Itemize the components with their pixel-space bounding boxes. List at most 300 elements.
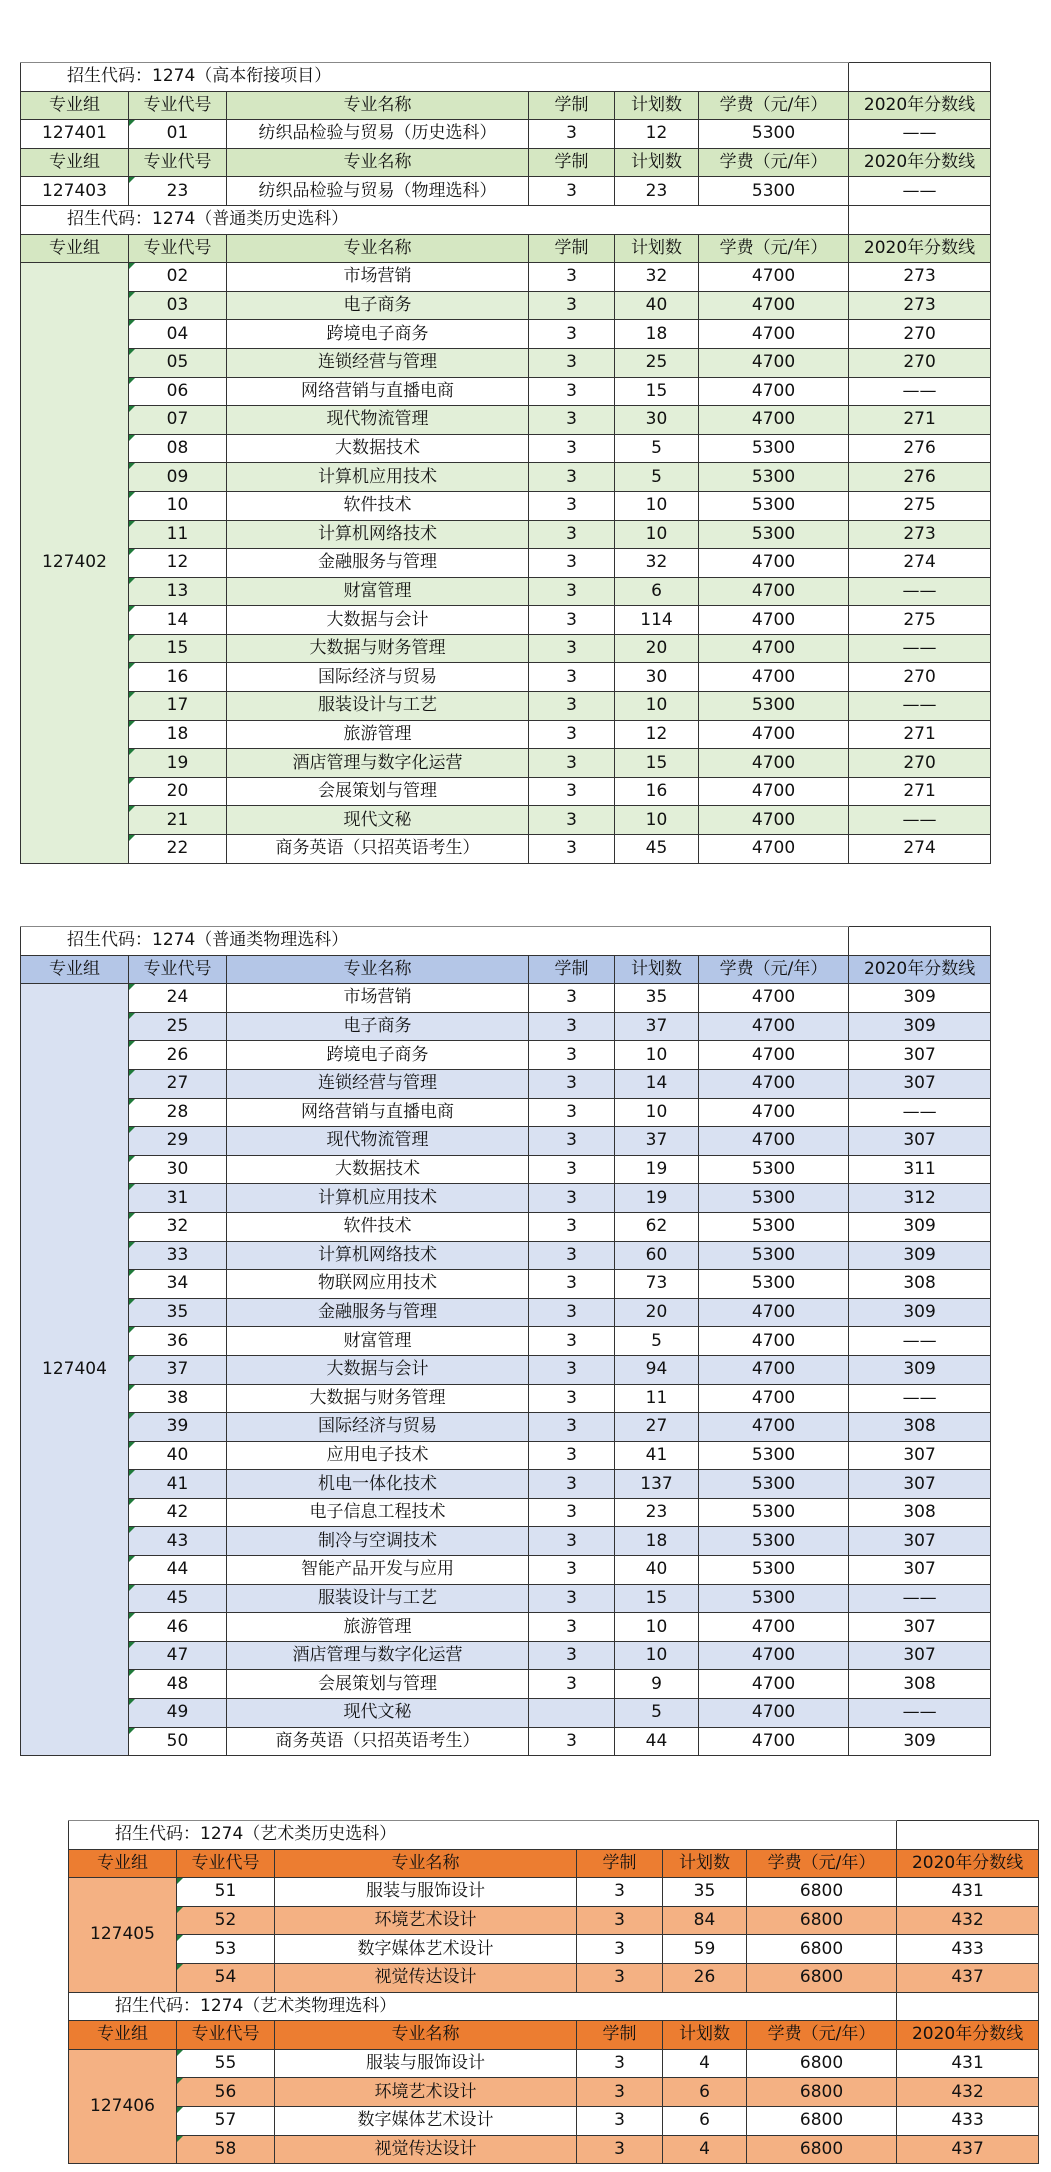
major-name: 商务英语（只招英语考生） — [227, 835, 529, 864]
tuition: 4700 — [699, 835, 849, 864]
major-name: 数字媒体艺术设计 — [275, 2106, 577, 2135]
table-row — [21, 720, 991, 749]
score-2020: 309 — [849, 1212, 991, 1241]
column-header: 学制 — [577, 2021, 663, 2050]
table-row — [21, 777, 991, 806]
duration: 3 — [577, 2049, 663, 2078]
major-code: 52 — [177, 1906, 275, 1935]
plan-count: 62 — [615, 1212, 699, 1241]
tuition: 4700 — [699, 549, 849, 578]
table-row — [21, 463, 991, 492]
duration: 3 — [529, 406, 615, 435]
duration: 3 — [529, 1556, 615, 1585]
major-name: 金融服务与管理 — [227, 1298, 529, 1327]
group-code: 127404 — [21, 984, 129, 1756]
score-2020: 433 — [897, 2106, 1039, 2135]
plan-count: 40 — [615, 291, 699, 320]
major-name: 应用电子技术 — [227, 1441, 529, 1470]
plan-count: 20 — [615, 1298, 699, 1327]
major-name: 大数据与会计 — [227, 1355, 529, 1384]
score-2020: 311 — [849, 1155, 991, 1184]
score-2020: 431 — [897, 2049, 1039, 2078]
tuition: 5300 — [699, 1155, 849, 1184]
duration: 3 — [529, 291, 615, 320]
major-code: 15 — [129, 634, 227, 663]
score-2020: 309 — [849, 1012, 991, 1041]
duration: 3 — [529, 1355, 615, 1384]
major-code: 33 — [129, 1241, 227, 1270]
major-code: 50 — [129, 1727, 227, 1756]
plan-count: 5 — [615, 1699, 699, 1728]
table-row — [21, 606, 991, 635]
header-row — [69, 1849, 1039, 1878]
plan-count: 6 — [615, 577, 699, 606]
table-row — [21, 291, 991, 320]
plan-count: 14 — [615, 1069, 699, 1098]
tuition: 4700 — [699, 663, 849, 692]
table-row — [69, 1935, 1039, 1964]
major-name: 电子商务 — [227, 1012, 529, 1041]
major-name: 酒店管理与数字化运营 — [227, 749, 529, 778]
plan-count: 9 — [615, 1670, 699, 1699]
score-2020: —— — [849, 692, 991, 721]
column-header: 2020年分数线 — [897, 1849, 1039, 1878]
major-name: 国际经济与贸易 — [227, 663, 529, 692]
major-name: 大数据技术 — [227, 1155, 529, 1184]
score-2020: —— — [849, 1327, 991, 1356]
duration: 3 — [577, 1935, 663, 1964]
table-row — [21, 749, 991, 778]
table-row — [21, 549, 991, 578]
major-code: 38 — [129, 1384, 227, 1413]
table-row — [21, 348, 991, 377]
tuition: 5300 — [699, 1212, 849, 1241]
major-code: 28 — [129, 1098, 227, 1127]
major-code: 42 — [129, 1498, 227, 1527]
score-2020: 312 — [849, 1184, 991, 1213]
plan-count: 59 — [663, 1935, 747, 1964]
major-name: 环境艺术设计 — [275, 2078, 577, 2107]
column-header: 专业名称 — [227, 955, 529, 984]
column-header: 学费（元/年） — [699, 91, 849, 120]
table-row — [21, 1727, 991, 1756]
plan-count: 27 — [615, 1413, 699, 1442]
plan-count: 10 — [615, 1041, 699, 1070]
duration: 3 — [529, 606, 615, 635]
score-2020: 437 — [897, 1963, 1039, 1992]
column-header: 专业代号 — [177, 2021, 275, 2050]
duration: 3 — [529, 1641, 615, 1670]
tuition: 4700 — [699, 1384, 849, 1413]
major-code: 43 — [129, 1527, 227, 1556]
major-name: 电子商务 — [227, 291, 529, 320]
score-2020: 432 — [897, 1906, 1039, 1935]
major-name: 市场营销 — [227, 984, 529, 1013]
duration: 3 — [577, 1906, 663, 1935]
score-2020: 273 — [849, 520, 991, 549]
score-2020: 307 — [849, 1470, 991, 1499]
plan-count: 10 — [615, 1641, 699, 1670]
duration: 3 — [529, 1527, 615, 1556]
table-row — [21, 1584, 991, 1613]
major-code: 24 — [129, 984, 227, 1013]
score-2020: —— — [849, 377, 991, 406]
major-name: 计算机网络技术 — [227, 520, 529, 549]
major-code: 53 — [177, 1935, 275, 1964]
major-code: 02 — [129, 263, 227, 292]
tuition: 4700 — [699, 1327, 849, 1356]
plan-count: 37 — [615, 1127, 699, 1156]
column-header: 专业组 — [21, 91, 129, 120]
table-row — [21, 1470, 991, 1499]
plan-count: 60 — [615, 1241, 699, 1270]
score-2020: 307 — [849, 1527, 991, 1556]
score-2020: 270 — [849, 320, 991, 349]
plan-count: 114 — [615, 606, 699, 635]
column-header: 专业代号 — [177, 1849, 275, 1878]
score-2020: —— — [849, 1699, 991, 1728]
group-code: 127405 — [69, 1878, 177, 1992]
column-header: 专业代号 — [129, 148, 227, 177]
duration: 3 — [529, 1298, 615, 1327]
major-code: 37 — [129, 1355, 227, 1384]
plan-count: 37 — [615, 1012, 699, 1041]
tuition: 6800 — [747, 2078, 897, 2107]
plan-count: 15 — [615, 749, 699, 778]
table-row — [21, 1641, 991, 1670]
score-2020: 271 — [849, 720, 991, 749]
table-row — [69, 2049, 1039, 2078]
score-2020: 307 — [849, 1441, 991, 1470]
plan-count: 35 — [663, 1878, 747, 1907]
major-name: 软件技术 — [227, 1212, 529, 1241]
caption-filler — [849, 927, 991, 956]
tuition: 5300 — [699, 491, 849, 520]
score-2020: 273 — [849, 263, 991, 292]
major-code: 23 — [129, 177, 227, 206]
plan-count: 30 — [615, 406, 699, 435]
plan-count: 19 — [615, 1184, 699, 1213]
major-name: 机电一体化技术 — [227, 1470, 529, 1499]
column-header: 计划数 — [615, 234, 699, 263]
column-header: 专业名称 — [227, 234, 529, 263]
major-code: 54 — [177, 1963, 275, 1992]
plan-count: 10 — [615, 491, 699, 520]
major-code: 10 — [129, 491, 227, 520]
table-row — [21, 1155, 991, 1184]
column-header: 2020年分数线 — [897, 2021, 1039, 2050]
major-code: 46 — [129, 1613, 227, 1642]
tuition: 4700 — [699, 749, 849, 778]
tuition: 5300 — [699, 1270, 849, 1299]
duration: 3 — [577, 1878, 663, 1907]
tuition: 4700 — [699, 1041, 849, 1070]
table-row — [21, 835, 991, 864]
tuition: 4700 — [699, 606, 849, 635]
score-2020: 270 — [849, 348, 991, 377]
tuition: 4700 — [699, 1727, 849, 1756]
major-code: 49 — [129, 1699, 227, 1728]
major-code: 39 — [129, 1413, 227, 1442]
column-header: 学费（元/年） — [699, 234, 849, 263]
plan-count: 25 — [615, 348, 699, 377]
score-2020: 309 — [849, 1355, 991, 1384]
column-header: 专业代号 — [129, 91, 227, 120]
major-code: 26 — [129, 1041, 227, 1070]
table-row — [21, 984, 991, 1013]
group-code: 127401 — [21, 120, 129, 149]
tuition: 4700 — [699, 291, 849, 320]
column-header: 学制 — [529, 234, 615, 263]
duration: 3 — [529, 1384, 615, 1413]
plan-count: 6 — [663, 2106, 747, 2135]
tuition: 4700 — [699, 1012, 849, 1041]
duration: 3 — [529, 1098, 615, 1127]
major-code: 56 — [177, 2078, 275, 2107]
table-caption: 招生代码：1274（艺术类历史选科） — [69, 1821, 897, 1850]
plan-count: 18 — [615, 1527, 699, 1556]
duration: 3 — [529, 491, 615, 520]
major-name: 现代文秘 — [227, 806, 529, 835]
major-code: 14 — [129, 606, 227, 635]
table-caption-row — [21, 927, 991, 956]
plan-count: 10 — [615, 1098, 699, 1127]
tuition: 4700 — [699, 1699, 849, 1728]
score-2020: 432 — [897, 2078, 1039, 2107]
score-2020: 437 — [897, 2135, 1039, 2164]
major-name: 旅游管理 — [227, 720, 529, 749]
column-header: 专业名称 — [227, 148, 529, 177]
major-name: 环境艺术设计 — [275, 1906, 577, 1935]
major-code: 41 — [129, 1470, 227, 1499]
plan-count: 35 — [615, 984, 699, 1013]
table-caption-row — [69, 1992, 1039, 2021]
column-header: 学费（元/年） — [699, 148, 849, 177]
table-row — [21, 1384, 991, 1413]
plan-count: 23 — [615, 177, 699, 206]
duration: 3 — [529, 1670, 615, 1699]
group-code: 127403 — [21, 177, 129, 206]
major-name: 软件技术 — [227, 491, 529, 520]
major-code: 55 — [177, 2049, 275, 2078]
major-name: 大数据与财务管理 — [227, 1384, 529, 1413]
column-header: 计划数 — [663, 1849, 747, 1878]
duration: 3 — [529, 520, 615, 549]
table-row — [21, 406, 991, 435]
major-code: 45 — [129, 1584, 227, 1613]
duration: 3 — [529, 1041, 615, 1070]
table-caption-row — [21, 63, 991, 92]
column-header: 专业名称 — [275, 2021, 577, 2050]
major-code: 21 — [129, 806, 227, 835]
plan-count: 41 — [615, 1441, 699, 1470]
duration: 3 — [529, 1012, 615, 1041]
score-2020: —— — [849, 177, 991, 206]
score-2020: 309 — [849, 1727, 991, 1756]
tuition: 5300 — [699, 1556, 849, 1585]
duration: 3 — [529, 1498, 615, 1527]
major-name: 网络营销与直播电商 — [227, 377, 529, 406]
score-2020: 307 — [849, 1127, 991, 1156]
tuition: 4700 — [699, 1098, 849, 1127]
major-code: 13 — [129, 577, 227, 606]
table-row — [21, 663, 991, 692]
table-row — [21, 120, 991, 149]
major-name: 连锁经营与管理 — [227, 348, 529, 377]
major-name: 现代文秘 — [227, 1699, 529, 1728]
duration: 3 — [529, 1613, 615, 1642]
major-code: 04 — [129, 320, 227, 349]
duration: 3 — [529, 1069, 615, 1098]
admission-table — [20, 926, 991, 1756]
duration — [529, 1699, 615, 1728]
header-row — [21, 148, 991, 177]
score-2020: 309 — [849, 984, 991, 1013]
duration: 3 — [529, 577, 615, 606]
major-name: 视觉传达设计 — [275, 1963, 577, 1992]
score-2020: 276 — [849, 463, 991, 492]
major-code: 40 — [129, 1441, 227, 1470]
major-name: 计算机网络技术 — [227, 1241, 529, 1270]
table-row — [21, 1527, 991, 1556]
major-code: 36 — [129, 1327, 227, 1356]
duration: 3 — [529, 984, 615, 1013]
column-header: 2020年分数线 — [849, 91, 991, 120]
plan-count: 4 — [663, 2135, 747, 2164]
table-row — [21, 1012, 991, 1041]
plan-count: 40 — [615, 1556, 699, 1585]
score-2020: 270 — [849, 663, 991, 692]
major-code: 51 — [177, 1878, 275, 1907]
table-row — [21, 1270, 991, 1299]
tuition: 4700 — [699, 720, 849, 749]
table-row — [21, 1556, 991, 1585]
table-row — [21, 1355, 991, 1384]
table-row — [21, 434, 991, 463]
major-code: 35 — [129, 1298, 227, 1327]
major-name: 服装与服饰设计 — [275, 2049, 577, 2078]
group-code: 127406 — [69, 2049, 177, 2163]
score-2020: 309 — [849, 1241, 991, 1270]
table-row — [21, 1413, 991, 1442]
plan-count: 137 — [615, 1470, 699, 1499]
major-code: 19 — [129, 749, 227, 778]
major-code: 57 — [177, 2106, 275, 2135]
table-caption: 招生代码：1274（普通类历史选科） — [21, 205, 849, 234]
table-row — [21, 491, 991, 520]
duration: 3 — [577, 2135, 663, 2164]
score-2020: 275 — [849, 606, 991, 635]
duration: 3 — [529, 1413, 615, 1442]
header-row — [21, 955, 991, 984]
table-row — [21, 177, 991, 206]
score-2020: 308 — [849, 1670, 991, 1699]
column-header: 专业组 — [21, 234, 129, 263]
score-2020: 433 — [897, 1935, 1039, 1964]
score-2020: 308 — [849, 1270, 991, 1299]
duration: 3 — [529, 1270, 615, 1299]
column-header: 学费（元/年） — [747, 2021, 897, 2050]
score-2020: 276 — [849, 434, 991, 463]
major-code: 25 — [129, 1012, 227, 1041]
duration: 3 — [529, 1584, 615, 1613]
plan-count: 44 — [615, 1727, 699, 1756]
major-code: 30 — [129, 1155, 227, 1184]
group-code: 127402 — [21, 263, 129, 863]
duration: 3 — [529, 434, 615, 463]
column-header: 专业组 — [69, 2021, 177, 2050]
tuition: 4700 — [699, 1069, 849, 1098]
major-name: 服装与服饰设计 — [275, 1878, 577, 1907]
plan-count: 4 — [663, 2049, 747, 2078]
major-name: 制冷与空调技术 — [227, 1527, 529, 1556]
duration: 3 — [529, 692, 615, 721]
duration: 3 — [529, 348, 615, 377]
major-name: 跨境电子商务 — [227, 320, 529, 349]
column-header: 计划数 — [615, 955, 699, 984]
duration: 3 — [529, 806, 615, 835]
admission-table — [20, 62, 991, 864]
table-row — [21, 634, 991, 663]
plan-count: 12 — [615, 720, 699, 749]
table-row — [69, 2078, 1039, 2107]
duration: 3 — [529, 1127, 615, 1156]
major-name: 市场营销 — [227, 263, 529, 292]
plan-count: 11 — [615, 1384, 699, 1413]
column-header: 2020年分数线 — [849, 234, 991, 263]
tuition: 5300 — [699, 1241, 849, 1270]
duration: 3 — [529, 1184, 615, 1213]
major-code: 48 — [129, 1670, 227, 1699]
plan-count: 32 — [615, 263, 699, 292]
major-code: 27 — [129, 1069, 227, 1098]
score-2020: —— — [849, 806, 991, 835]
tuition: 4700 — [699, 1413, 849, 1442]
score-2020: 274 — [849, 549, 991, 578]
major-code: 09 — [129, 463, 227, 492]
duration: 3 — [529, 120, 615, 149]
major-name: 跨境电子商务 — [227, 1041, 529, 1070]
admission-table — [68, 1820, 1039, 2164]
score-2020: 307 — [849, 1641, 991, 1670]
major-name: 旅游管理 — [227, 1613, 529, 1642]
major-code: 12 — [129, 549, 227, 578]
table-caption-row — [69, 1821, 1039, 1850]
caption-filler — [897, 1992, 1039, 2021]
score-2020: 307 — [849, 1069, 991, 1098]
major-name: 智能产品开发与应用 — [227, 1556, 529, 1585]
column-header: 专业名称 — [275, 1849, 577, 1878]
duration: 3 — [529, 1212, 615, 1241]
table-block-3 — [68, 1820, 1039, 2164]
tuition: 4700 — [699, 1670, 849, 1699]
major-code: 44 — [129, 1556, 227, 1585]
tuition: 4700 — [699, 1355, 849, 1384]
score-2020: 274 — [849, 835, 991, 864]
table-row — [21, 1298, 991, 1327]
plan-count: 18 — [615, 320, 699, 349]
tuition: 5300 — [699, 434, 849, 463]
table-row — [21, 1127, 991, 1156]
duration: 3 — [529, 263, 615, 292]
duration: 3 — [529, 663, 615, 692]
duration: 3 — [529, 634, 615, 663]
plan-count: 10 — [615, 692, 699, 721]
table-row — [21, 1212, 991, 1241]
major-name: 金融服务与管理 — [227, 549, 529, 578]
table-row — [21, 1069, 991, 1098]
tuition: 4700 — [699, 406, 849, 435]
